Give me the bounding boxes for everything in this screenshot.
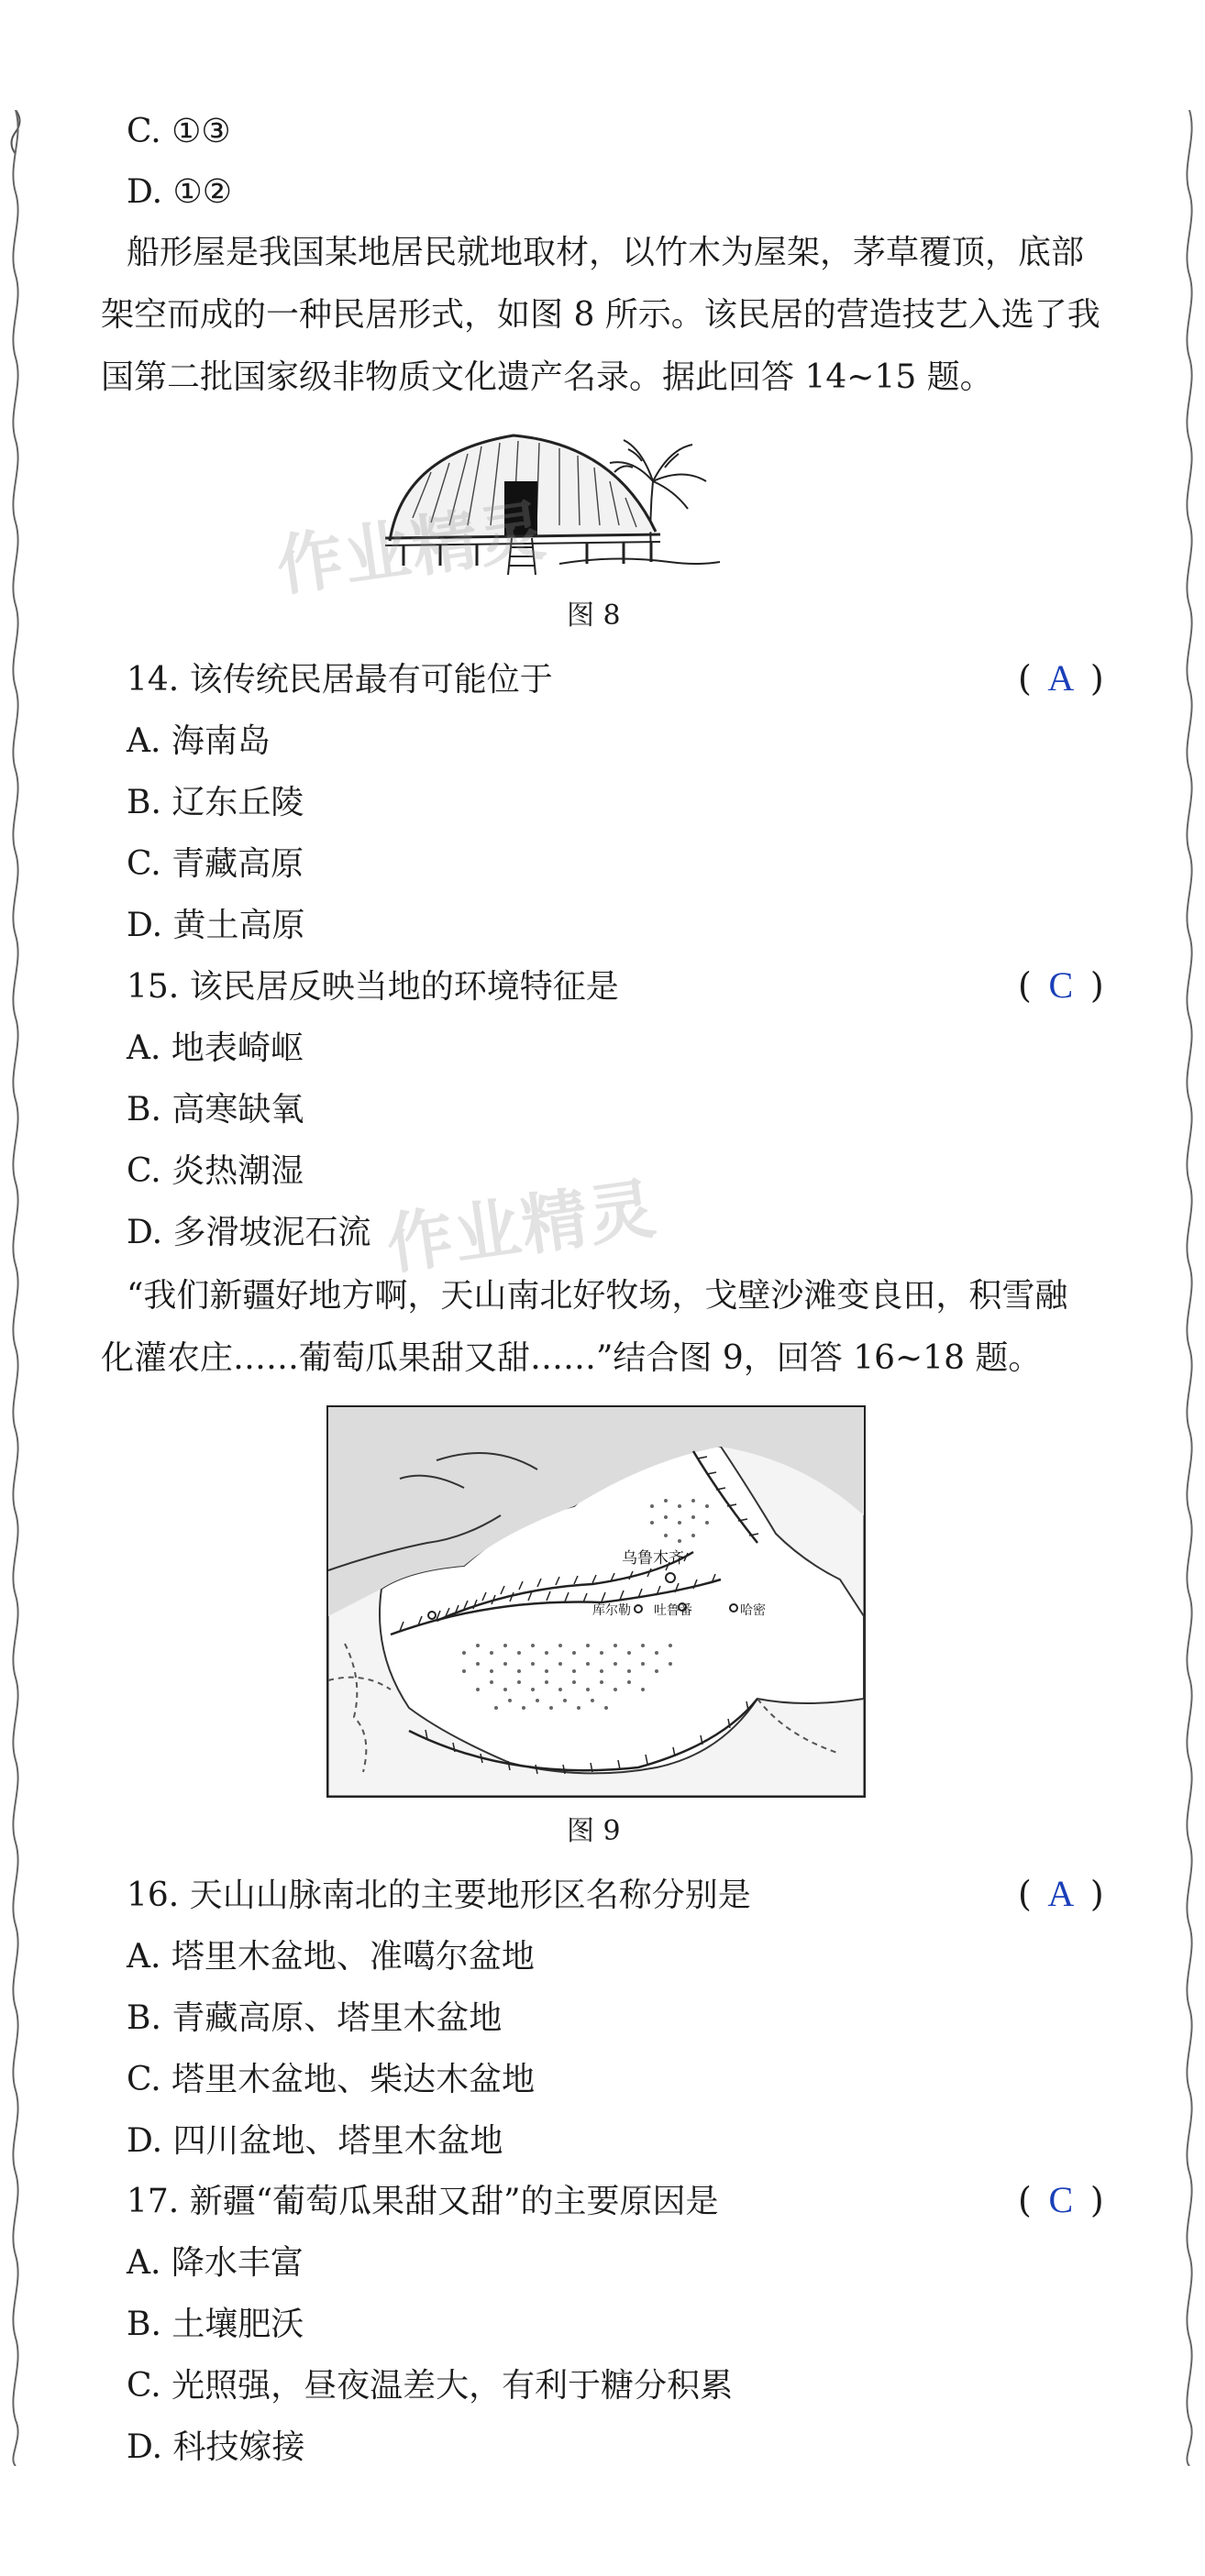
watermark-lower: 作业精灵 [381, 1169, 662, 1284]
left-decorative-border [6, 110, 26, 2466]
intro2-paragraph-line-1: “我们新疆好地方啊，天山南北好牧场，戈壁沙滩变良田，积雪融 [127, 1277, 1068, 1315]
figure-9-xinjiang-map [326, 1405, 866, 1798]
intro2-paragraph-line-2: 化灌农庄……葡萄瓜果甜又甜……”结合图 9，回答 16~18 题。 [101, 1339, 1042, 1377]
question-15-answer: C [1048, 964, 1074, 1006]
question-16-option-c: C. 塔里木盆地、柴达木盆地 [127, 2061, 536, 2098]
question-17-option-a: A. 降水丰富 [127, 2244, 304, 2282]
map-label-hami: 哈密 [740, 1603, 766, 1618]
question-16-option-d: D. 四川盆地、塔里木盆地 [127, 2122, 503, 2160]
question-16-option-b: B. 青藏高原、塔里木盆地 [127, 1999, 503, 2037]
question-14-answer: A [1047, 657, 1075, 699]
option-prev-c: C. ①③ [127, 113, 231, 150]
map-label-korla: 库尔勒 [592, 1603, 631, 1618]
question-15-option-d: D. 多滑坡泥石流 [127, 1214, 371, 1251]
figure-8-caption: 图 8 [567, 600, 621, 632]
watermark-upper: 作业精灵 [271, 490, 552, 606]
intro-paragraph-line-1: 船形屋是我国某地居民就地取材，以竹木为屋架，茅草覆顶，底部 [127, 234, 1085, 271]
question-15-answer-bracket: ( C ) [1018, 964, 1104, 1006]
question-17-option-c: C. 光照强，昼夜温差大，有利于糖分积累 [127, 2367, 734, 2405]
question-17-option-b: B. 土壤肥沃 [127, 2306, 304, 2343]
map-label-turpan: 吐鲁番 [654, 1603, 692, 1618]
intro-paragraph-line-2: 架空而成的一种民居形式，如图 8 所示。该民居的营造技艺入选了我 [101, 296, 1100, 334]
map-label-urumqi: 乌鲁木齐 [622, 1549, 684, 1568]
question-14-option-b: B. 辽东丘陵 [127, 784, 304, 821]
question-15-option-c: C. 炎热潮湿 [127, 1152, 304, 1190]
question-17-option-d: D. 科技嫁接 [127, 2428, 305, 2466]
question-16-answer: A [1047, 1873, 1075, 1914]
figure-9-caption: 图 9 [567, 1815, 621, 1847]
question-16-stem: 16. 天山山脉南北的主要地形区名称分别是 [127, 1877, 751, 1914]
question-17-answer: C [1048, 2179, 1074, 2220]
question-14-option-a: A. 海南岛 [127, 722, 271, 760]
question-14-answer-bracket: ( A ) [1018, 657, 1104, 699]
question-16-option-a: A. 塔里木盆地、准噶尔盆地 [127, 1938, 535, 1976]
right-decorative-border [1179, 110, 1199, 2466]
question-16-answer-bracket: ( A ) [1018, 1873, 1104, 1914]
question-15-option-a: A. 地表崎岖 [127, 1029, 304, 1067]
intro-paragraph-line-3: 国第二批国家级非物质文化遗产名录。据此回答 14~15 题。 [101, 358, 993, 396]
question-15-option-b: B. 高寒缺氧 [127, 1091, 304, 1128]
question-14-stem: 14. 该传统民居最有可能位于 [127, 661, 553, 699]
question-14-option-d: D. 黄土高原 [127, 907, 305, 944]
question-14-option-c: C. 青藏高原 [127, 845, 304, 883]
question-17-stem: 17. 新疆“葡萄瓜果甜又甜”的主要原因是 [127, 2183, 719, 2220]
question-17-answer-bracket: ( C ) [1018, 2179, 1104, 2220]
question-15-stem: 15. 该民居反映当地的环境特征是 [127, 968, 619, 1006]
option-prev-d: D. ①② [127, 173, 233, 211]
